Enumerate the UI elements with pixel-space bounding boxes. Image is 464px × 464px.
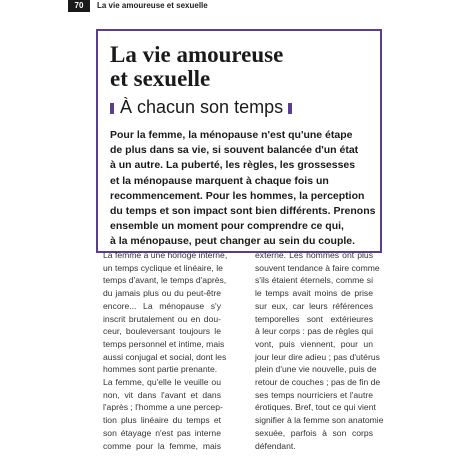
body-column-left — [103, 249, 228, 452]
intro-line: recommencement. Pour les hommes, la perception — [110, 189, 365, 202]
subtitle-text: À chacun son temps — [120, 97, 284, 117]
body-line: signifier à la femme son anatomie — [255, 415, 384, 426]
body-line: inscrit brutalement ou en dou- — [103, 313, 221, 324]
body-line: un temps cyclique et linéaire, le — [103, 262, 223, 273]
body-line: jour leur dire adieu ; pas d'utérus — [255, 351, 380, 362]
body-line: du jamais plus ou du peut-être — [103, 288, 221, 299]
intro-line: à la ménopause, peut changer au sein du couple. — [110, 235, 356, 248]
body-line: retour de couches ; pas de fin de — [255, 377, 381, 388]
body-line: La femme, qu'elle le veuille ou — [103, 377, 221, 388]
body-line: l'après ; l'homme a une percep- — [103, 402, 223, 413]
intro-line: du temps et son impact sont bien différents. Prenons — [110, 205, 376, 218]
body-line: sur eux, car leurs références — [255, 300, 373, 311]
body-line: érotiques. Bref, tout ce qui vient — [255, 402, 376, 413]
body-line: temps personnel et intime, mais — [103, 338, 225, 349]
subtitle-square-left-icon — [110, 103, 114, 114]
intro-line: ensemble un moment pour comprendre ce qui, — [110, 220, 344, 233]
intro-line: Pour la femme, la ménopause n'est qu'une étape — [110, 129, 353, 141]
body-line: La femme a une horloge interne, — [103, 250, 228, 260]
intro-paragraph — [110, 128, 376, 250]
subtitle-square-right-icon — [288, 103, 292, 114]
body-line: souvent tendance à faire comme — [255, 262, 380, 273]
body-line: encore... La ménopause s'y — [103, 300, 221, 311]
intro-line: à un autre. La puberté, les règles, les grossesses — [110, 159, 356, 172]
page-header — [0, 0, 464, 14]
chapter-title-line-1: La vie amoureuse — [110, 42, 284, 67]
body-line: externe. Les hommes ont plus — [255, 250, 373, 260]
running-title: La vie amoureuse et sexuelle — [97, 1, 208, 10]
body-line: à leur corps : pas de règles qui — [255, 326, 373, 337]
body-line: hommes sont partie prenante. — [103, 364, 218, 375]
body-line: sexuée, parfois à son corps — [255, 427, 373, 438]
body-column-right — [255, 249, 384, 452]
body-line: comme pour la femme, mais — [103, 440, 221, 451]
section-subtitle — [110, 97, 370, 117]
body-line: le temps avait moins de prise — [255, 288, 373, 299]
body-line: aussi conjugal et social, dont les — [103, 351, 227, 362]
chapter-title — [110, 43, 370, 91]
body-line: s'ils étaient éternels, comme si — [255, 275, 373, 286]
body-line: son étayage n'est pas interne — [103, 427, 221, 438]
body-line: tion plus linéaire du temps et — [103, 415, 221, 426]
body-line: temps d'avant, le temps d'après, — [103, 275, 227, 286]
body-line: temporelles sont extérieures — [255, 313, 373, 324]
intro-line: et la ménopause marquent à chaque fois un — [110, 174, 329, 187]
chapter-title-line-2: et sexuelle — [110, 66, 211, 91]
body-line: ses temps nourriciers et l'autre — [255, 389, 373, 400]
intro-line: de plus dans sa vie, si souvent balancée d'un état — [110, 144, 359, 157]
body-line: non, vit dans l'avant et dans — [103, 389, 221, 400]
body-line: vont, puis viennent, pour un — [255, 338, 373, 349]
body-line: ceur, bouleversant toujours le — [103, 326, 221, 337]
body-line: plein d'une vie nouvelle, puis de — [255, 364, 377, 375]
page-number: 70 — [68, 0, 90, 12]
body-line: défendant. — [255, 440, 296, 451]
